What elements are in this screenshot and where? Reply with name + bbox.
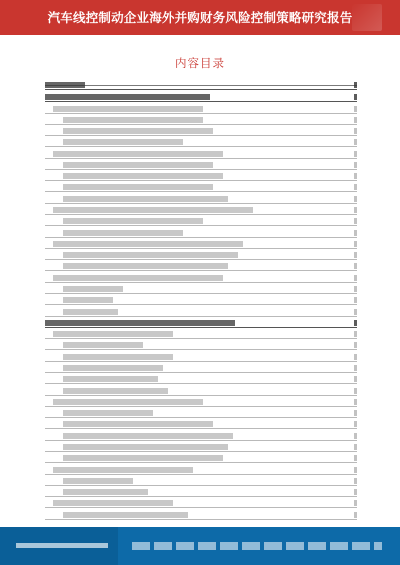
footer-left-text <box>16 539 108 551</box>
toc-row <box>45 258 357 260</box>
footer-right-text <box>132 542 382 550</box>
toc-row <box>45 123 357 125</box>
toc-row <box>45 88 357 90</box>
toc-row <box>45 371 357 373</box>
toc-row <box>45 179 357 181</box>
toc-row <box>45 495 357 497</box>
footer-left <box>0 527 118 565</box>
toc-row <box>45 348 357 350</box>
toc-heading: 内容目录 <box>175 56 225 70</box>
toc-row <box>45 303 357 305</box>
toc-row <box>45 145 357 147</box>
header-title: 汽车线控制动企业海外并购财务风险控制策略研究报告 <box>47 10 353 25</box>
footer-bar <box>0 527 400 565</box>
toc-row <box>45 315 357 317</box>
toc-row <box>45 427 357 429</box>
toc-row <box>45 168 357 170</box>
toc-row <box>45 484 357 486</box>
toc-row <box>45 461 357 463</box>
toc-row <box>45 213 357 215</box>
toc-row <box>45 506 357 508</box>
toc-row <box>45 450 357 452</box>
toc-heading-rule <box>45 85 357 86</box>
header-bar <box>0 0 400 35</box>
toc-row <box>45 439 357 441</box>
toc-row <box>45 202 357 204</box>
toc-row <box>45 382 357 384</box>
toc-row <box>45 247 357 249</box>
toc-row <box>45 292 357 294</box>
page-number <box>343 514 357 520</box>
header-accent <box>352 4 382 31</box>
toc-row <box>45 134 357 136</box>
toc-row <box>45 394 357 396</box>
toc-row <box>45 473 357 475</box>
toc-row <box>45 416 357 418</box>
toc-row <box>45 518 357 520</box>
toc-row <box>45 100 357 102</box>
toc-list <box>45 88 357 526</box>
toc-row <box>45 269 357 271</box>
toc-row <box>45 326 357 328</box>
toc-row <box>45 236 357 238</box>
toc-row <box>45 157 357 159</box>
toc-row <box>45 360 357 362</box>
toc-row <box>45 405 357 407</box>
toc-row <box>45 281 357 283</box>
toc-row <box>45 337 357 339</box>
footer-left-text-bar <box>16 543 108 548</box>
toc-row <box>45 112 357 114</box>
toc-row <box>45 224 357 226</box>
toc-row <box>45 190 357 192</box>
